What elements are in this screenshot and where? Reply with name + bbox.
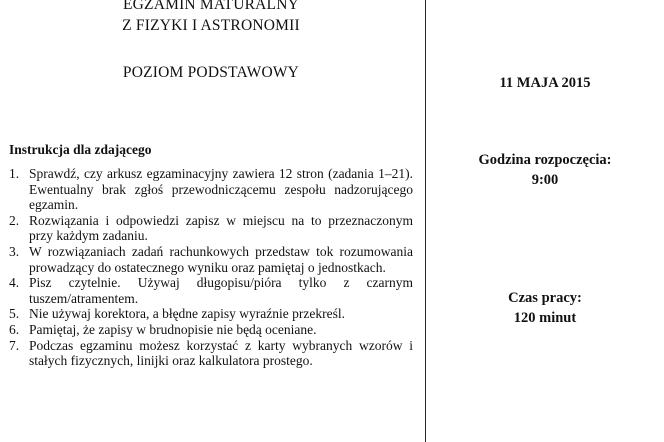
instruction-text: Nie używaj korektora, a błędne zapisy wyraźnie przekreśl.	[29, 306, 345, 322]
exam-info-column	[426, 0, 664, 442]
instruction-text: Podczas egzaminu możesz korzystać z karty wybranych wzorów i stałych fizycznych, linijki oraz kalkulatora prostego.	[29, 337, 413, 369]
duration-value: 120 minut	[513, 310, 577, 326]
instructions-list	[9, 166, 413, 369]
exam-title-line-2: Z FIZYKI I ASTRONOMII	[122, 17, 300, 34]
instruction-text: W rozwiązaniach zadań rachunkowych przedstaw tok rozumowania prowadzący do ostatecznego wyniku oraz pamiętaj o jednostkach.	[29, 243, 413, 275]
instruction-item	[9, 166, 413, 213]
start-time-value: 9:00	[531, 172, 559, 188]
instruction-text: Rozwiązania i odpowiedzi zapisz w miejscu na to przeznaczonym przy każdym zadaniu.	[29, 212, 413, 244]
instruction-item	[9, 275, 413, 306]
start-time-block	[426, 150, 664, 190]
instruction-item	[9, 213, 413, 244]
instruction-number: 5.	[9, 306, 20, 322]
instruction-text: Pamiętaj, że zapisy w brudnopisie nie będą oceniane.	[29, 321, 317, 337]
instruction-number: 1.	[9, 166, 20, 181]
exam-title-line-1: EGZAMIN MATURALNY	[122, 0, 300, 13]
instruction-number: 3.	[9, 243, 20, 259]
instruction-item	[9, 244, 413, 275]
instruction-text: Sprawdź, czy arkusz egzaminacyjny zawiera 12 stron (zadania 1–21). Ewentualny brak zgłoś przewodniczącemu zespołu nadzorującego egzamin.	[29, 166, 413, 213]
instruction-number: 7.	[9, 337, 20, 353]
instruction-text: Pisz czytelnie. Używaj długopisu/pióra tylko z czarnym tuszem/atramentem.	[29, 275, 413, 306]
instruction-number: 2.	[9, 212, 20, 228]
duration-block	[426, 288, 664, 328]
instructions-heading: Instrukcja dla zdającego	[9, 142, 152, 157]
duration-label: Czas pracy:	[508, 290, 582, 306]
start-time-label: Godzina rozpoczęcia:	[478, 152, 612, 168]
instruction-number: 4.	[9, 275, 20, 291]
instruction-item	[9, 322, 413, 338]
exam-date: 11 MAJA 2015	[499, 75, 591, 91]
instruction-item	[9, 338, 413, 369]
instruction-number: 6.	[9, 321, 20, 337]
instruction-item	[9, 306, 413, 322]
exam-level: POZIOM PODSTAWOWY	[122, 64, 300, 81]
